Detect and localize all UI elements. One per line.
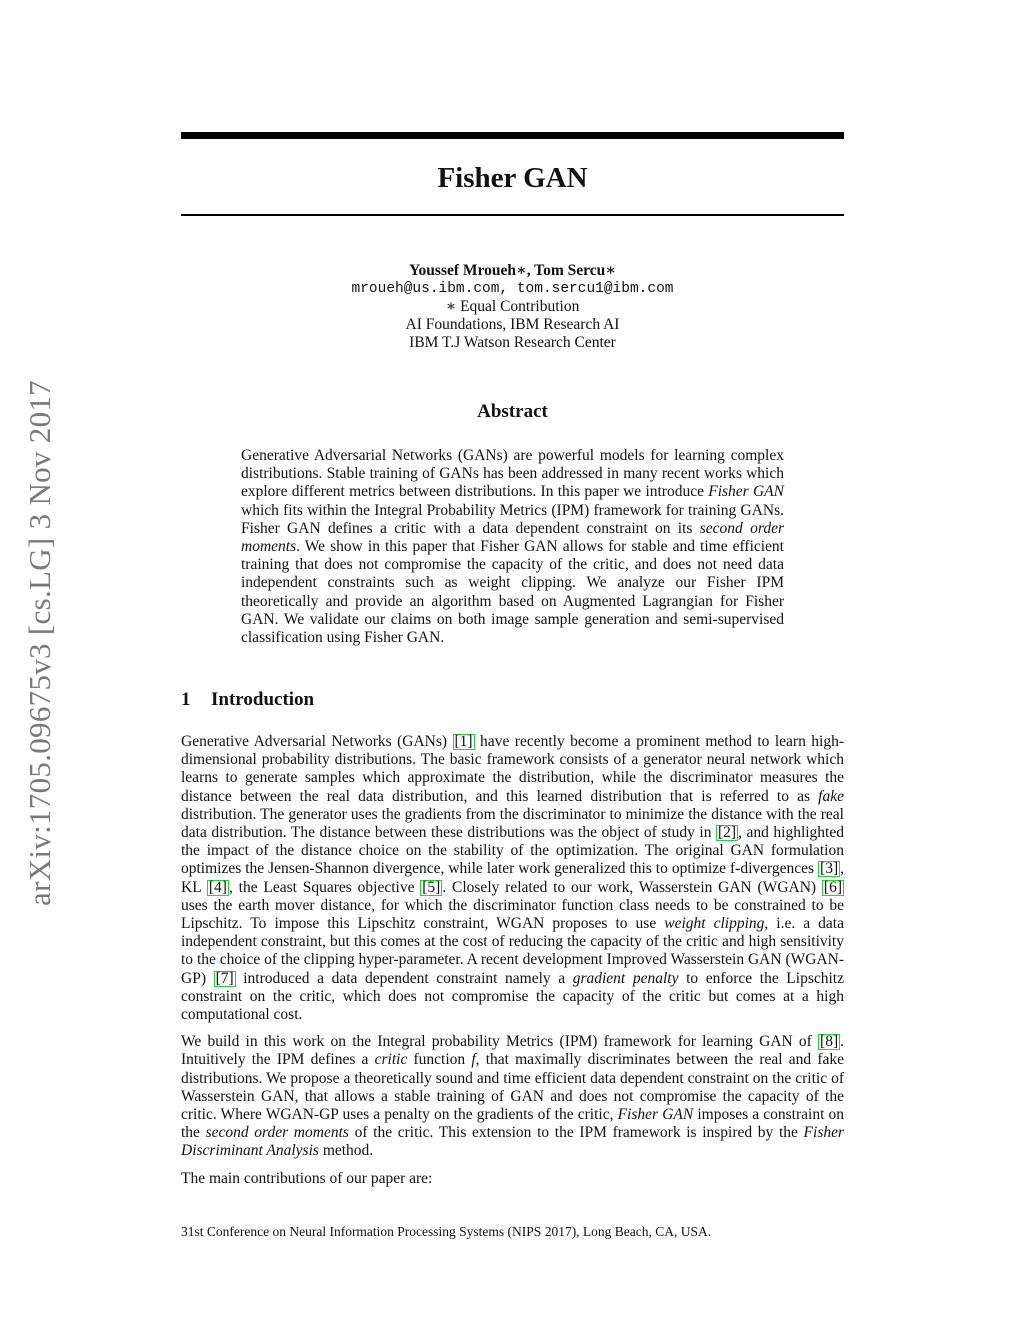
text-run: We build in this work on the Integral probability Metrics (IPM) framework for learning GAN of <box>181 1033 819 1051</box>
text-run: , the Least Squares objective <box>228 878 421 896</box>
emphasis: gradient penalty <box>572 969 679 987</box>
abstract-heading: Abstract <box>477 401 548 422</box>
intro-paragraph-2 <box>181 1033 844 1160</box>
equal-contribution-note: ∗ Equal Contribution <box>445 298 580 315</box>
text-run: of the critic. This extension to the IPM framework is inspired by the <box>348 1124 804 1142</box>
abstract-emphasis: Fisher GAN <box>708 483 784 501</box>
intro-paragraph-3: The main contributions of our paper are: <box>181 1169 433 1187</box>
text-run: uses the earth mover distance, for which the discriminator function class needs to be constrained to be Lipschitz. To impose this Lipschitz constraint, WGAN proposes to use <box>181 896 844 933</box>
text-run: method. <box>318 1142 374 1160</box>
emphasis: second order moments <box>205 1124 349 1142</box>
emphasis: critic <box>374 1051 408 1069</box>
author-names: Youssef Mroueh∗, Tom Sercu∗ <box>409 262 616 279</box>
section-heading-introduction <box>181 689 844 711</box>
paper-title: Fisher GAN <box>437 162 588 194</box>
abstract-emphasis: second order moments <box>241 519 784 556</box>
text-run: . Intuitively the IPM defines a <box>181 1033 844 1069</box>
emphasis: weight clipping <box>664 915 765 933</box>
author-block <box>181 262 844 352</box>
citation-link[interactable]: [3] <box>820 860 839 878</box>
text-run: Generative Adversarial Networks (GANs) <box>181 733 453 750</box>
arxiv-identifier <box>10 355 70 930</box>
citation-link[interactable]: [2] <box>718 824 737 842</box>
text-run: to enforce the Lipschitz constraint on the critic, which does not compromise the capacity of the critic but comes at a high computational cost. <box>181 969 844 1024</box>
emphasis: fake <box>818 787 844 805</box>
citation-link[interactable]: [4] <box>208 878 227 896</box>
intro-paragraph-1 <box>181 733 844 1024</box>
text-run: , KL <box>181 860 844 896</box>
conference-footnote: 31st Conference on Neural Information Processing Systems (NIPS 2017), Long Beach, CA, USA. <box>181 1224 712 1239</box>
citation-link[interactable]: [1] <box>454 733 473 750</box>
emphasis: Fisher Discriminant Analysis <box>181 1124 845 1160</box>
affiliation-1: AI Foundations, IBM Research AI <box>405 316 620 333</box>
math-symbol: f <box>471 1051 476 1069</box>
text-run: . Closely related to our work, Wasserstein GAN (WGAN) <box>442 878 822 896</box>
text-run: , i.e. a data independent constraint, but this comes at the cost of reducing the capacity of the critic and high sensitivity to the choice of the clipping hyper-parameter. A recent development Improved Wasserstein GAN (WGAN-GP) <box>181 915 844 987</box>
abstract-text <box>241 447 784 647</box>
title-rule-bottom <box>181 214 844 216</box>
arxiv-identifier-text: arXiv:1705.09675v3 [cs.LG] 3 Nov 2017 <box>22 379 58 906</box>
text-run: have recently become a prominent method to learn high-dimensional probability distributions. The basic framework consists of a generator neural network which learns to generate samples which approximate the distribution, while the discriminator measures the distance between the real data distribution, and this learned distribution that is referred to as <box>181 733 845 805</box>
abstract-part: Generative Adversarial Networks (GANs) are powerful models for learning complex distributions. Stable training of GANs has been addressed in many recent works which explore different metrics between distributions. In this paper we introduce <box>241 447 784 501</box>
citation-link[interactable]: [5] <box>422 878 441 896</box>
text-run: , that maximally discriminates between the real and fake distributions. We propose a theoretically sound and time efficient data dependent constraint on the critic of Wasserstein GAN, that allows a stable training of GAN and does not compromise the capacity of the critic. Where WGAN-GP uses a penalty on the gradients of the critic, <box>181 1051 844 1124</box>
affiliation-2: IBM T.J Watson Research Center <box>409 334 616 351</box>
text-run: , and highlighted the impact of the distance choice on the stability of the optimization. The original GAN formulation optimizes the Jensen-Shannon divergence, while later work generalized this to optimize f-divergences <box>181 824 844 878</box>
text-run: imposes a constraint on the <box>181 1106 845 1142</box>
title-rule-top <box>181 132 844 139</box>
introduction-body <box>181 733 844 1197</box>
abstract-part: . We show in this paper that Fisher GAN allows for stable and time efficient training that does not compromise the capacity of the critic, and does not need data independent constraints such as weight clipping. We analyze our Fisher IPM theoretically and provide an algorithm based on Augmented Lagrangian for Fisher GAN. We validate our claims on both image sample generation and semi-supervised classification using Fisher GAN. <box>241 538 784 647</box>
citation-link[interactable]: [6] <box>823 878 842 896</box>
text-run: function <box>407 1051 472 1069</box>
text-run: introduced a data dependent constraint namely a <box>235 969 573 987</box>
abstract-part: which fits within the Integral Probability Metrics (IPM) framework for training GANs. Fisher GAN defines a critic with a data dependent constraint on its <box>241 501 784 537</box>
text-run: distribution. The generator uses the gradients from the discriminator to minimize the distance with the real data distribution. The distance between these distributions was the object of study in <box>181 805 844 842</box>
section-number: 1 <box>181 689 191 710</box>
citation-link[interactable]: [8] <box>820 1033 839 1051</box>
emphasis: Fisher GAN <box>617 1106 694 1124</box>
citation-link[interactable]: [7] <box>215 969 234 987</box>
section-title: Introduction <box>211 689 315 710</box>
author-emails[interactable]: mroueh@us.ibm.com, tom.sercu1@ibm.com <box>351 281 674 297</box>
